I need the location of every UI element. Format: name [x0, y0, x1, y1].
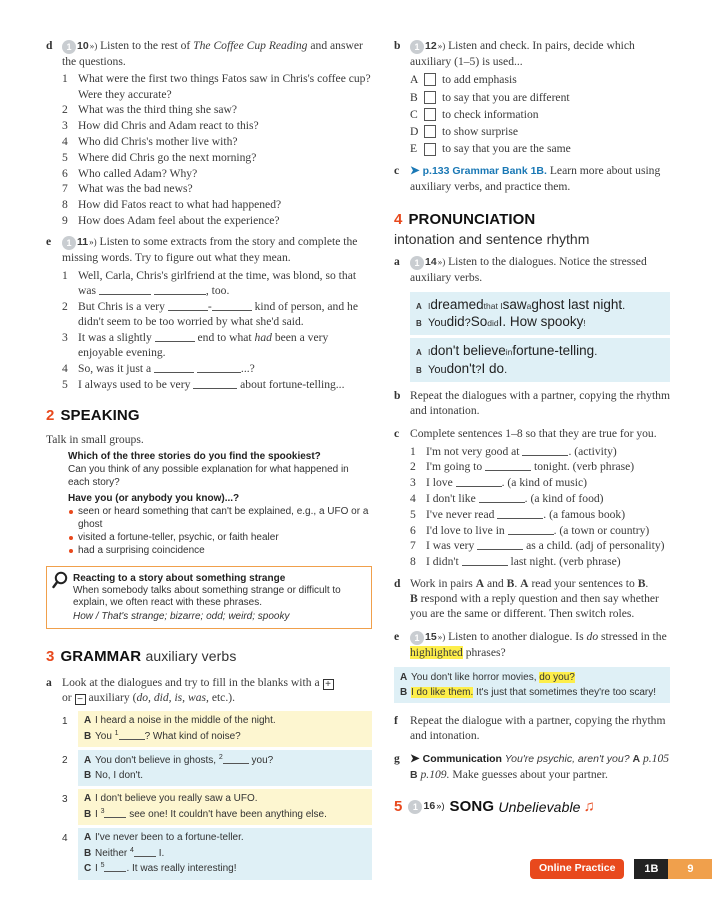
disc-icon: 1 [410, 40, 424, 54]
task-e: e 1 15 ») Listen to another dialogue. Is do stressed in the highlighted phrases? [394, 630, 667, 660]
plus-icon: + [323, 679, 334, 690]
answer-box[interactable] [424, 73, 436, 86]
list-item: 1 What were the first two things Fatos saw in Chris's coffee cup? Were they accurate? [62, 72, 371, 101]
list-item: seen or heard something that can't be explained, e.g., a UFO or a ghost [68, 505, 372, 531]
disc-icon: 1 [62, 236, 76, 250]
blank[interactable] [104, 871, 126, 872]
song-heading: 5 1 16 ») SONG Unbelievable ♫ [394, 798, 595, 816]
task-c: c ➤ p.133 Grammar Bank 1B. Learn more about using auxiliary verbs, and practice them. [394, 163, 661, 193]
discussion-questions: Which of the three stories do you find the spookiest? Can you think of any possible explanation for what happened in each story? Have you (or anybody you know)...? seen or heard something that can't be explained, e.g., a UFO or a ghost visited a fortune-teller, psychic, or faith healer had a surprising coincidence [46, 450, 372, 558]
sound-wave-icon: ») [89, 237, 97, 248]
grammar-bank-link[interactable]: p.133 Grammar Bank 1B. [422, 164, 547, 177]
list-item: 5 Where did Chris go the next morning? [62, 150, 257, 164]
audio-track[interactable]: 1 10 ») [62, 40, 97, 54]
list-item: 6 Who called Adam? Why? [62, 166, 198, 180]
task-g: g ➤ Communication You're psychic, aren't you? A p.105 B p.109. Make guesses about your partner. [394, 752, 670, 782]
option-list [410, 72, 670, 156]
sound-wave-icon: ») [437, 632, 446, 643]
left-column [46, 38, 372, 883]
sound-wave-icon: ») [436, 800, 445, 811]
answer-box[interactable] [424, 91, 436, 104]
list-item: 2 I'm going to tonight. (verb phrase) [410, 460, 635, 474]
task-f: f Repeat the dialogue with a partner, copying the rhythm and intonation. [394, 713, 666, 742]
task-e: e 1 11 ») Listen to some extracts from the story and complete the missing words. Try to figure out what they mean. 1 Well, Carla, Chris's girlfriend at the time, was blond, so that was , too. 2 But Chris is a very - kind of person, and he didn't seem to be too worried by what she'd said. 3 It was a slightly end to what had been a very enjoyable evening. 4 So, was it just a ...? 5 I always used to be very about fortune-telling... [46, 234, 372, 392]
blank[interactable] [485, 470, 531, 471]
audio-track[interactable]: 1 11 ») [62, 236, 97, 250]
blank[interactable] [223, 763, 249, 764]
list-item: 4 Who did Chris's mother live with? [62, 134, 238, 148]
blank[interactable] [477, 549, 523, 550]
disc-icon: 1 [410, 256, 424, 270]
section-heading: 3 GRAMMAR auxiliary verbs [46, 647, 237, 665]
list-item: E to say that you are the same [410, 142, 571, 156]
arrow-icon: ➤ [410, 752, 420, 766]
pronunciation-box-1: A I dreamed that I saw a ghost last night . B You did ? So did I. How spooky ! [410, 292, 670, 336]
dialogue-3: 3 A I don't believe you really saw a UFO. B I $^3$ see one! It couldn't have been anything else. [46, 789, 372, 825]
list-item: 1 Well, Carla, Chris's girlfriend at the time, was blond, so that was , too. [62, 268, 357, 297]
blank[interactable] [497, 518, 543, 519]
blank[interactable] [99, 294, 151, 295]
list-item: 3 How did Chris and Adam react to this? [62, 119, 259, 133]
gap-fill-list [62, 268, 372, 392]
blank[interactable] [212, 310, 252, 311]
blank[interactable] [104, 817, 126, 818]
sound-wave-icon: ») [437, 257, 446, 268]
task-d: d 1 10 ») Listen to the rest of The Coffee Cup Reading and answer the questions. 1 What were the first two things Fatos saw in Chris's coffee cup? Were they accurate? 2 What was the third thing she saw? 3 How did Chris and Adam react to this? 4 Who did Chris's mother live with? 5 Where did Chris go the next morning? 6 Who called Adam? Why? 7 What was the bad news? 8 How did Fatos react to what had happened? 9 How does Adam feel about the experience? [46, 39, 371, 227]
pronunciation-section: 4 PRONUNCIATION intonation and sentence rhythm a 1 14 ») Listen to the dialogues. Notice the stressed auxiliary verbs. A I dreamed that I saw a ghost last night . B You did ? So did I. How spooky ! A I don't believe in fortune-telling . B You don't ? I do . b Repeat the dialogues with a partner, copying the rhythm and intonation. c Complete sentences 1–8 so that they are true for you. 1 I'm not very good at . (activity) 2 I'm going to tonight. (verb phrase) 3 I love . (a kind of music) 4 I don't like . (a kind of food) 5 I've never read . (a famous book) 6 I'd love to live in . (a town or country) 7 I was very as a child. (adj of personality) 8 I didn't last night. (verb phrase) d Work in pairs A and B. A read your sentences to B. B respond with a reply question and then say whether you are the same or different. Then switch roles. e 1 15 ») Listen to another dialogue. Is do stressed in the highlighted phrases? A You don't like horror movies, do you? B I do like them. It's just that sometimes they're too scary! f Repeat the dialogue with a partner, copying the rhythm and intonation. g ➤ Communication You're psychic, aren't you? A p.105 B p.109. Make guesses about your partner. [394, 210, 670, 782]
list-item: 7 What was the bad news? [62, 182, 193, 196]
list-item: 3 It was a slightly end to what had been a very enjoyable evening. [62, 330, 329, 360]
audio-track[interactable]: 1 16 ») [408, 800, 444, 814]
question-list [62, 71, 372, 228]
blank[interactable] [479, 502, 525, 503]
list-item: C to check information [410, 107, 539, 121]
blank[interactable] [168, 310, 208, 311]
disc-icon: 1 [410, 631, 424, 645]
speaking-section: 2 SPEAKING Talk in small groups. Which of the three stories do you find the spookiest? Can you think of any possible explanation for what happened in each story? Have you (or anybody you know)...? seen or heard something that can't be explained, e.g., a UFO or a ghost visited a fortune-teller, psychic, or faith healer had a surprising coincidence Reacting to a story about something strange When somebody talks about something strange or difficult to explain, we often react with these phrases. How / That's strange; bizarre; odd; weird; spooky [46, 406, 372, 629]
list-item: 2 What was the third thing she saw? [62, 103, 238, 117]
section-heading: 4 PRONUNCIATION [394, 210, 536, 228]
list-item: 9 How does Adam feel about the experience? [62, 213, 280, 227]
blank[interactable] [134, 856, 156, 857]
list-item: 6 I'd love to live in . (a town or country) [410, 523, 650, 537]
dialogue-4: 4 A I've never been to a fortune-teller. B Neither $^4$ I. C I $^5$ . It was really interesting! [46, 828, 372, 880]
audio-track[interactable]: 1 12 ») [410, 40, 445, 54]
disc-icon: 1 [408, 800, 422, 814]
list-item: visited a fortune-teller, psychic, or faith healer [68, 531, 372, 544]
answer-box[interactable] [424, 125, 436, 138]
task-c: c Complete sentences 1–8 so that they are true for you. 1 I'm not very good at . (activity) 2 I'm going to tonight. (verb phrase) 3 I love . (a kind of music) 4 I don't like . (a kind of food) 5 I've never read . (a famous book) 6 I'd love to live in . (a town or country) 7 I was very as a child. (adj of personality) 8 I didn't last night. (verb phrase) [394, 426, 670, 569]
blank[interactable] [119, 739, 145, 740]
blank[interactable] [522, 455, 568, 456]
blank[interactable] [462, 565, 508, 566]
audio-track[interactable]: 1 14 ») [410, 256, 445, 270]
blank[interactable] [197, 372, 241, 373]
sentence-list [410, 444, 670, 570]
dialogue-2: 2 A You don't believe in ghosts, $^2$ you? B No, I don't. [46, 750, 372, 786]
list-item: 7 I was very as a child. (adj of personality) [410, 539, 665, 553]
sound-wave-icon: ») [437, 41, 446, 52]
list-item: 5 I've never read . (a famous book) [410, 507, 626, 521]
list-item: 4 So, was it just a ...? [62, 361, 255, 375]
dialogue-1: 1 A I heard a noise in the middle of the night. B You $^1$ ? What kind of noise? [46, 711, 372, 747]
task-a: a 1 14 ») Listen to the dialogues. Notice the stressed auxiliary verbs. [394, 255, 647, 285]
section-heading: 2 SPEAKING [46, 406, 140, 424]
arrow-icon: ➤ [410, 163, 420, 177]
blank[interactable] [193, 388, 237, 389]
list-item: B to say that you are different [410, 90, 570, 104]
task-letter: d [46, 39, 53, 52]
disc-icon: 1 [62, 40, 76, 54]
grammar-section [46, 647, 372, 880]
list-item: 4 I don't like . (a kind of food) [410, 492, 604, 506]
blank[interactable] [456, 486, 502, 487]
story-title: The Coffee Cup Reading [193, 39, 308, 52]
list-item: D to show surprise [410, 125, 518, 139]
task-b: b 1 12 ») Listen and check. In pairs, decide which auxiliary (1–5) is used... A to add emphasis B to say that you are different C to check information D to show surprise E to say that you are the same [394, 38, 670, 157]
list-item: 2 But Chris is a very - kind of person, and he didn't seem to be too worried by what she'd said. [62, 299, 358, 328]
blank[interactable] [154, 372, 194, 373]
sound-wave-icon: ») [89, 41, 98, 52]
page-number: 9 [668, 859, 712, 879]
list-item: 8 How did Fatos react to what had happened? [62, 198, 282, 212]
music-note-icon: ♫ [583, 798, 595, 816]
task-letter: e [46, 235, 52, 249]
task-b: b Repeat the dialogues with a partner, copying the rhythm and intonation. [394, 388, 670, 418]
answer-box[interactable] [424, 143, 436, 156]
blank[interactable] [154, 294, 206, 295]
online-practice-button[interactable]: Online Practice [530, 859, 624, 879]
list-item: 5 I always used to be very about fortune-telling... [62, 377, 345, 391]
answer-box[interactable] [424, 108, 436, 121]
pronunciation-box-2: A I don't believe in fortune-telling . B You don't ? I do . [410, 338, 670, 382]
unit-badge: 1B [634, 859, 668, 879]
task-d: d Work in pairs A and B. A read your sentences to B. B respond with a reply question and then say whether you are the same or different. Then switch roles. [394, 576, 659, 621]
list-item: had a surprising coincidence [68, 544, 372, 557]
dialogue-box: A You don't like horror movies, do you? B I do like them. It's just that sometimes they're too scary! [394, 667, 670, 703]
task-a: a Look at the dialogues and try to fill in the blanks with a + or − auxiliary (do, did, is, was, etc.). [46, 675, 372, 706]
page-footer [530, 859, 712, 879]
list-item: 3 I love . (a kind of music) [410, 476, 587, 490]
blank[interactable] [508, 534, 554, 535]
minus-icon: − [75, 694, 86, 705]
list-item: A to add emphasis [410, 73, 517, 87]
blank[interactable] [155, 341, 195, 342]
list-item: 1 I'm not very good at . (activity) [410, 444, 617, 458]
list-item: 8 I didn't last night. (verb phrase) [410, 555, 621, 569]
magnifier-icon [52, 571, 68, 589]
tip-box: Reacting to a story about something strange When somebody talks about something strange or difficult to explain, we often react with these phrases. How / That's strange; bizarre; odd; weird; spooky [46, 566, 372, 629]
right-column [394, 38, 670, 817]
audio-track[interactable]: 1 15 ») [410, 631, 445, 645]
